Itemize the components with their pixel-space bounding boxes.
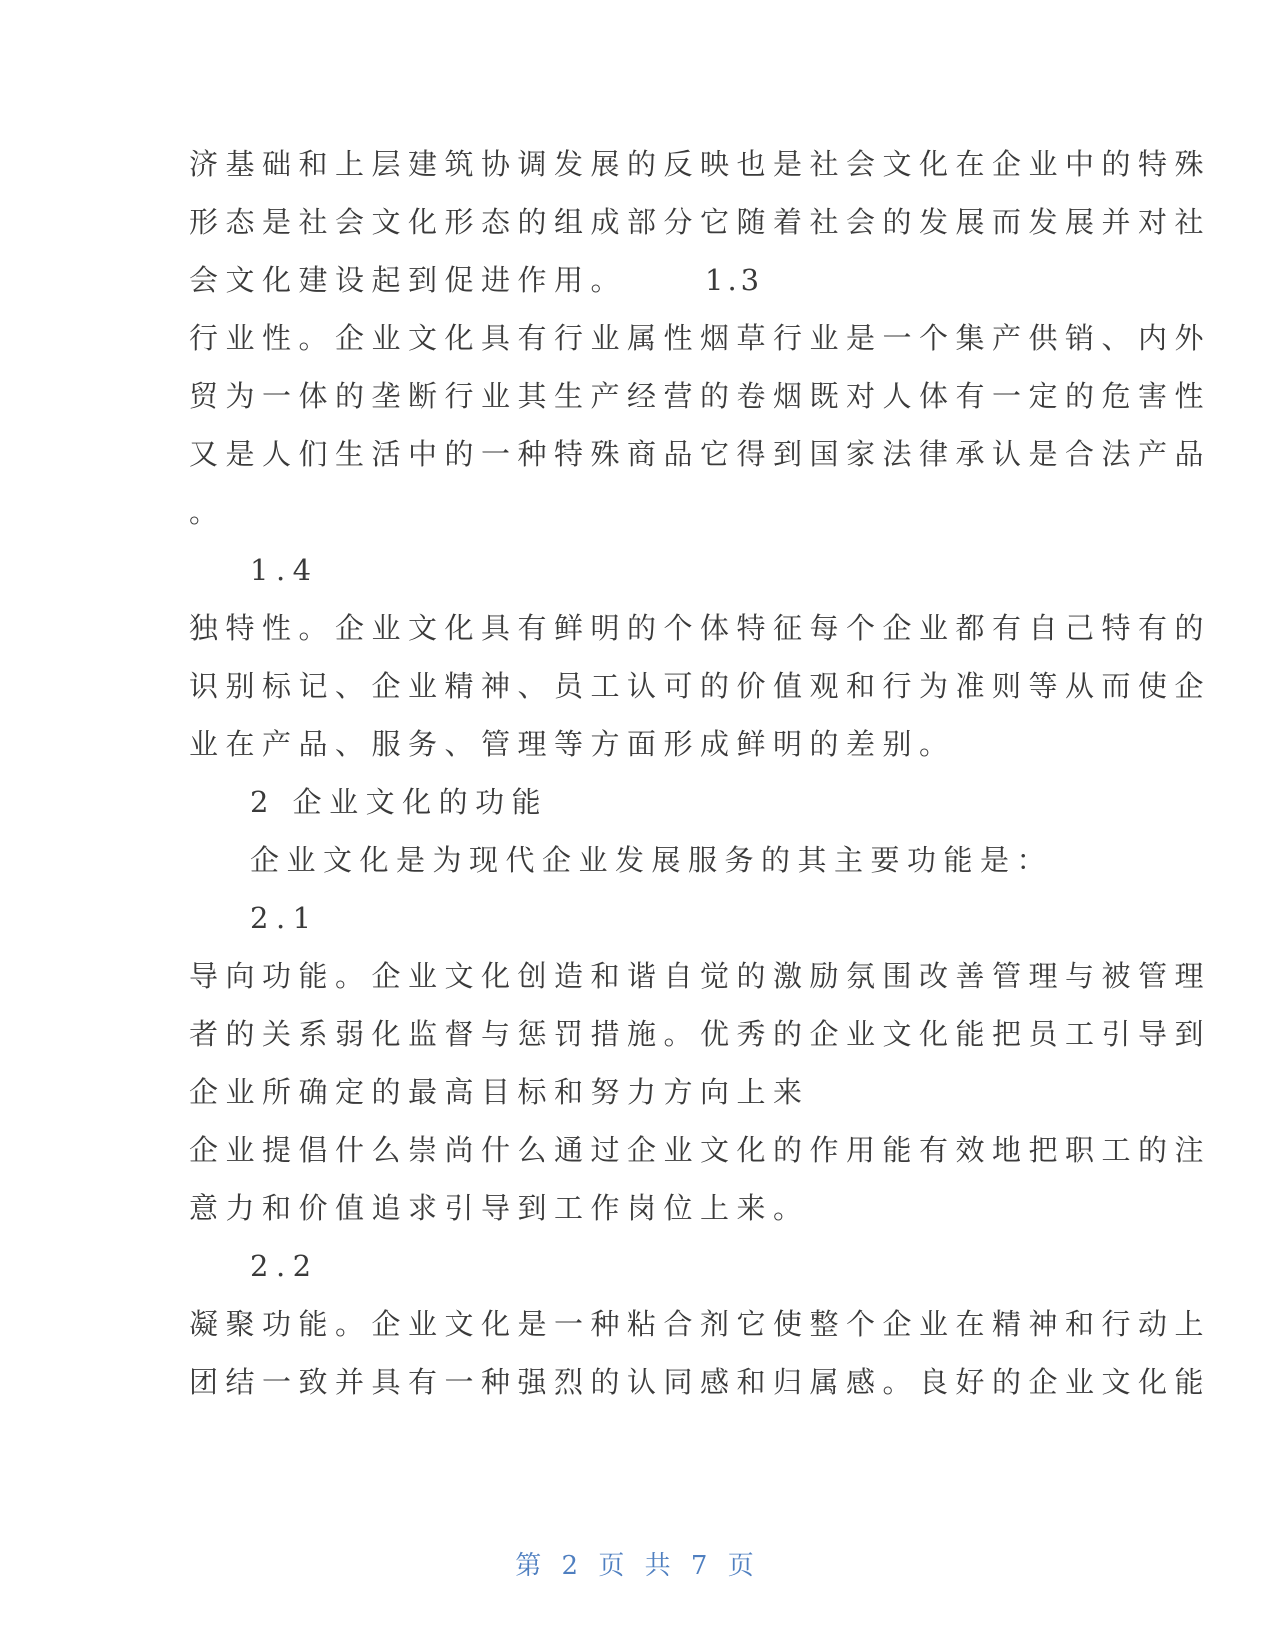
section-number-2-2: 2.2 — [250, 1249, 319, 1283]
p3-line-1: 独特性。企业文化具有鲜明的个体特征每个企业都有自己特有的 — [189, 611, 1212, 645]
section-number-1-4: 1.4 — [250, 553, 319, 587]
p4-line-3: 企业所确定的最高目标和努力方向上来 — [189, 1075, 810, 1109]
p6-line-1: 凝聚功能。企业文化是一种粘合剂它使整个企业在精神和行动上 — [189, 1307, 1212, 1341]
p6-line-2: 团结一致并具有一种强烈的认同感和归属感。良好的企业文化能 — [189, 1365, 1212, 1399]
p2-line-3: 又是人们生活中的一种特殊商品它得到国家法律承认是合法产品 — [189, 437, 1212, 471]
p3-line-2: 识别标记、企业精神、员工认可的价值观和行为准则等从而使企 — [189, 669, 1212, 703]
p5-line-2: 意力和价值追求引导到工作岗位上来。 — [189, 1191, 810, 1225]
p1-line-3-text: 会文化建设起到促进作用。 — [189, 263, 628, 297]
section-2-intro: 企业文化是为现代企业发展服务的其主要功能是： — [250, 843, 1054, 877]
section-number-2-1: 2.1 — [250, 901, 319, 935]
p1-line-2: 形态是社会文化形态的组成部分它随着社会的发展而发展并对社 — [189, 205, 1212, 239]
section-heading-2: 2 企业文化的功能 — [250, 785, 549, 819]
p4-line-2: 者的关系弱化监督与惩罚措施。优秀的企业文化能把员工引导到 — [189, 1017, 1212, 1051]
p2-line-2: 贸为一体的垄断行业其生产经营的卷烟既对人体有一定的危害性 — [189, 379, 1212, 413]
p5-line-1: 企业提倡什么崇尚什么通过企业文化的作用能有效地把职工的注 — [189, 1133, 1212, 1167]
p1-line-3 — [189, 263, 764, 297]
p1-line-1: 济基础和上层建筑协调发展的反映也是社会文化在企业中的特殊 — [189, 147, 1212, 181]
page-number-footer: 第 2 页 共 7 页 — [515, 1551, 760, 1581]
p2-line-4: 。 — [189, 495, 226, 529]
p4-line-1: 导向功能。企业文化创造和谐自觉的激励氛围改善管理与被管理 — [189, 959, 1212, 993]
p3-line-3: 业在产品、服务、管理等方面形成鲜明的差别。 — [189, 727, 956, 761]
section-number-1-3: 1.3 — [705, 263, 764, 297]
p2-line-1: 行业性。企业文化具有行业属性烟草行业是一个集产供销、内外 — [189, 321, 1212, 355]
